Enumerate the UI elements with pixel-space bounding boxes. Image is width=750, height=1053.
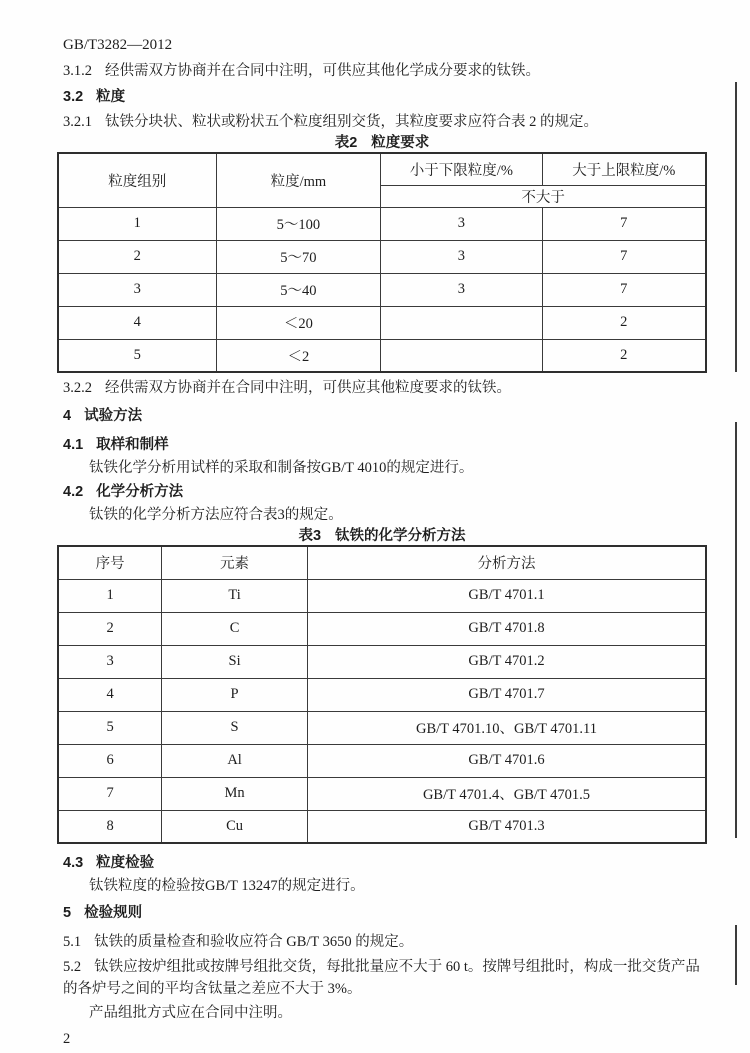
clause-3-1-2 [63, 61, 707, 81]
table3-row [58, 810, 706, 843]
cell: Al [162, 744, 308, 777]
cell: 2 [58, 240, 216, 273]
clause-3-2-1 [63, 112, 707, 132]
clause-number: 3.2.2 [63, 380, 92, 396]
heading-number: 4.3 [63, 855, 84, 871]
cell: 2 [58, 612, 162, 645]
table3-row [58, 645, 706, 678]
clause-3-2-2 [63, 378, 707, 398]
heading-5 [63, 903, 707, 923]
body-5-2-note: 产品组批方式应在合同中注明。 [89, 1005, 292, 1021]
cell: 5～100 [216, 207, 381, 240]
cell: GB/T 4701.4、GB/T 4701.5 [307, 777, 706, 810]
cell: Si [162, 645, 308, 678]
heading-text: 取样和制样 [96, 437, 169, 453]
cell: 5 [58, 339, 216, 372]
table2-row [58, 240, 706, 273]
clause-text: 钛铁应按炉组批或按牌号组批交货，每批批量应不大于 60 t。按牌号组批时，构成一批交货产品的各炉号之间的平均含钛量之差应不大于 3%。 [63, 959, 700, 997]
clause-text: 经供需双方协商并在合同中注明，可供应其他粒度要求的钛铁。 [105, 380, 511, 396]
clause-text: 钛铁的质量检查和验收应符合 GB/T 3650 的规定。 [94, 934, 414, 950]
scan-artifact-line [735, 82, 737, 372]
heading-number: 3.2 [63, 89, 84, 105]
table3-row [58, 777, 706, 810]
clause-text: 经供需双方协商并在合同中注明，可供应其他化学成分要求的钛铁。 [105, 63, 540, 79]
heading-text: 化学分析方法 [96, 484, 184, 500]
cell: 5～70 [216, 240, 381, 273]
table2-caption-label: 表2 [334, 135, 358, 151]
cell: 3 [381, 273, 542, 306]
table3-header-row [58, 546, 706, 579]
cell: Mn [162, 777, 308, 810]
table3-caption-label: 表3 [298, 528, 322, 544]
cell: 5 [58, 711, 162, 744]
clause-number: 5.1 [63, 934, 82, 950]
heading-3-2 [63, 87, 707, 107]
table2-row [58, 339, 706, 372]
heading-4 [63, 406, 707, 426]
clause-number: 3.1.2 [63, 63, 92, 79]
table2-header-under-lower: 小于下限粒度/% [381, 153, 542, 185]
table2-row [58, 273, 706, 306]
table3-row [58, 579, 706, 612]
table2-row [58, 207, 706, 240]
cell: 7 [542, 273, 706, 306]
cell: 2 [542, 339, 706, 372]
table3-row [58, 744, 706, 777]
table3-chemical-analysis-methods [57, 545, 707, 844]
heading-4-1 [63, 435, 707, 455]
cell: 1 [58, 579, 162, 612]
page-number: 2 [63, 1031, 71, 1047]
cell: Cu [162, 810, 308, 843]
clause-5-2 [63, 956, 707, 1000]
heading-text: 粒度 [96, 89, 126, 105]
body-4-2: 钛铁的化学分析方法应符合表3的规定。 [89, 507, 343, 523]
cell: 7 [542, 240, 706, 273]
cell: ＜2 [216, 339, 381, 372]
cell: 3 [381, 240, 542, 273]
cell: P [162, 678, 308, 711]
cell: GB/T 4701.1 [307, 579, 706, 612]
scan-artifact-line [735, 422, 737, 838]
cell: 5～40 [216, 273, 381, 306]
cell: ＜20 [216, 306, 381, 339]
table2-caption [57, 135, 707, 151]
cell: GB/T 4701.3 [307, 810, 706, 843]
heading-number: 5 [63, 905, 72, 921]
scan-artifact-line [735, 925, 737, 985]
cell: 7 [58, 777, 162, 810]
heading-4-2 [63, 482, 707, 502]
cell: 1 [58, 207, 216, 240]
table2-row [58, 306, 706, 339]
clause-number: 3.2.1 [63, 114, 92, 130]
cell: GB/T 4701.7 [307, 678, 706, 711]
table2-caption-title: 粒度要求 [371, 135, 430, 151]
cell [381, 339, 542, 372]
table3-caption [57, 528, 707, 544]
clause-5-1 [63, 932, 707, 952]
table2-header-row [58, 153, 706, 185]
heading-number: 4 [63, 408, 72, 424]
cell: GB/T 4701.2 [307, 645, 706, 678]
cell: GB/T 4701.8 [307, 612, 706, 645]
table2-particle-size-requirements [57, 152, 707, 373]
table3-row [58, 678, 706, 711]
cell: 3 [381, 207, 542, 240]
body-4-3: 钛铁粒度的检验按GB/T 13247的规定进行。 [89, 878, 365, 894]
table3-row [58, 711, 706, 744]
cell: GB/T 4701.6 [307, 744, 706, 777]
cell: 7 [542, 207, 706, 240]
clause-text: 钛铁分块状、粒状或粉状五个粒度组别交货，其粒度要求应符合表 2 的规定。 [105, 114, 598, 130]
cell: Ti [162, 579, 308, 612]
cell: 2 [542, 306, 706, 339]
table3-header-method: 分析方法 [307, 546, 706, 579]
cell: 4 [58, 306, 216, 339]
heading-text: 试验方法 [84, 408, 143, 424]
document-code: GB/T3282—2012 [63, 37, 173, 53]
cell: 6 [58, 744, 162, 777]
heading-number: 4.2 [63, 484, 84, 500]
table3-row [58, 612, 706, 645]
table2-subheader-not-greater: 不大于 [381, 185, 706, 207]
table2-header-group: 粒度组别 [58, 153, 216, 207]
cell: 3 [58, 273, 216, 306]
table2-header-size: 粒度/mm [216, 153, 381, 207]
heading-4-3 [63, 853, 707, 873]
cell: S [162, 711, 308, 744]
cell [381, 306, 542, 339]
clause-number: 5.2 [63, 959, 82, 975]
body-4-1: 钛铁化学分析用试样的采取和制备按GB/T 4010的规定进行。 [89, 460, 474, 476]
cell: GB/T 4701.10、GB/T 4701.11 [307, 711, 706, 744]
cell: 8 [58, 810, 162, 843]
cell: C [162, 612, 308, 645]
table3-header-index: 序号 [58, 546, 162, 579]
cell: 3 [58, 645, 162, 678]
heading-number: 4.1 [63, 437, 84, 453]
heading-text: 粒度检验 [96, 855, 155, 871]
cell: 4 [58, 678, 162, 711]
table2-header-over-upper: 大于上限粒度/% [542, 153, 706, 185]
table3-caption-title: 钛铁的化学分析方法 [335, 528, 466, 544]
table3-header-element: 元素 [162, 546, 308, 579]
heading-text: 检验规则 [84, 905, 143, 921]
